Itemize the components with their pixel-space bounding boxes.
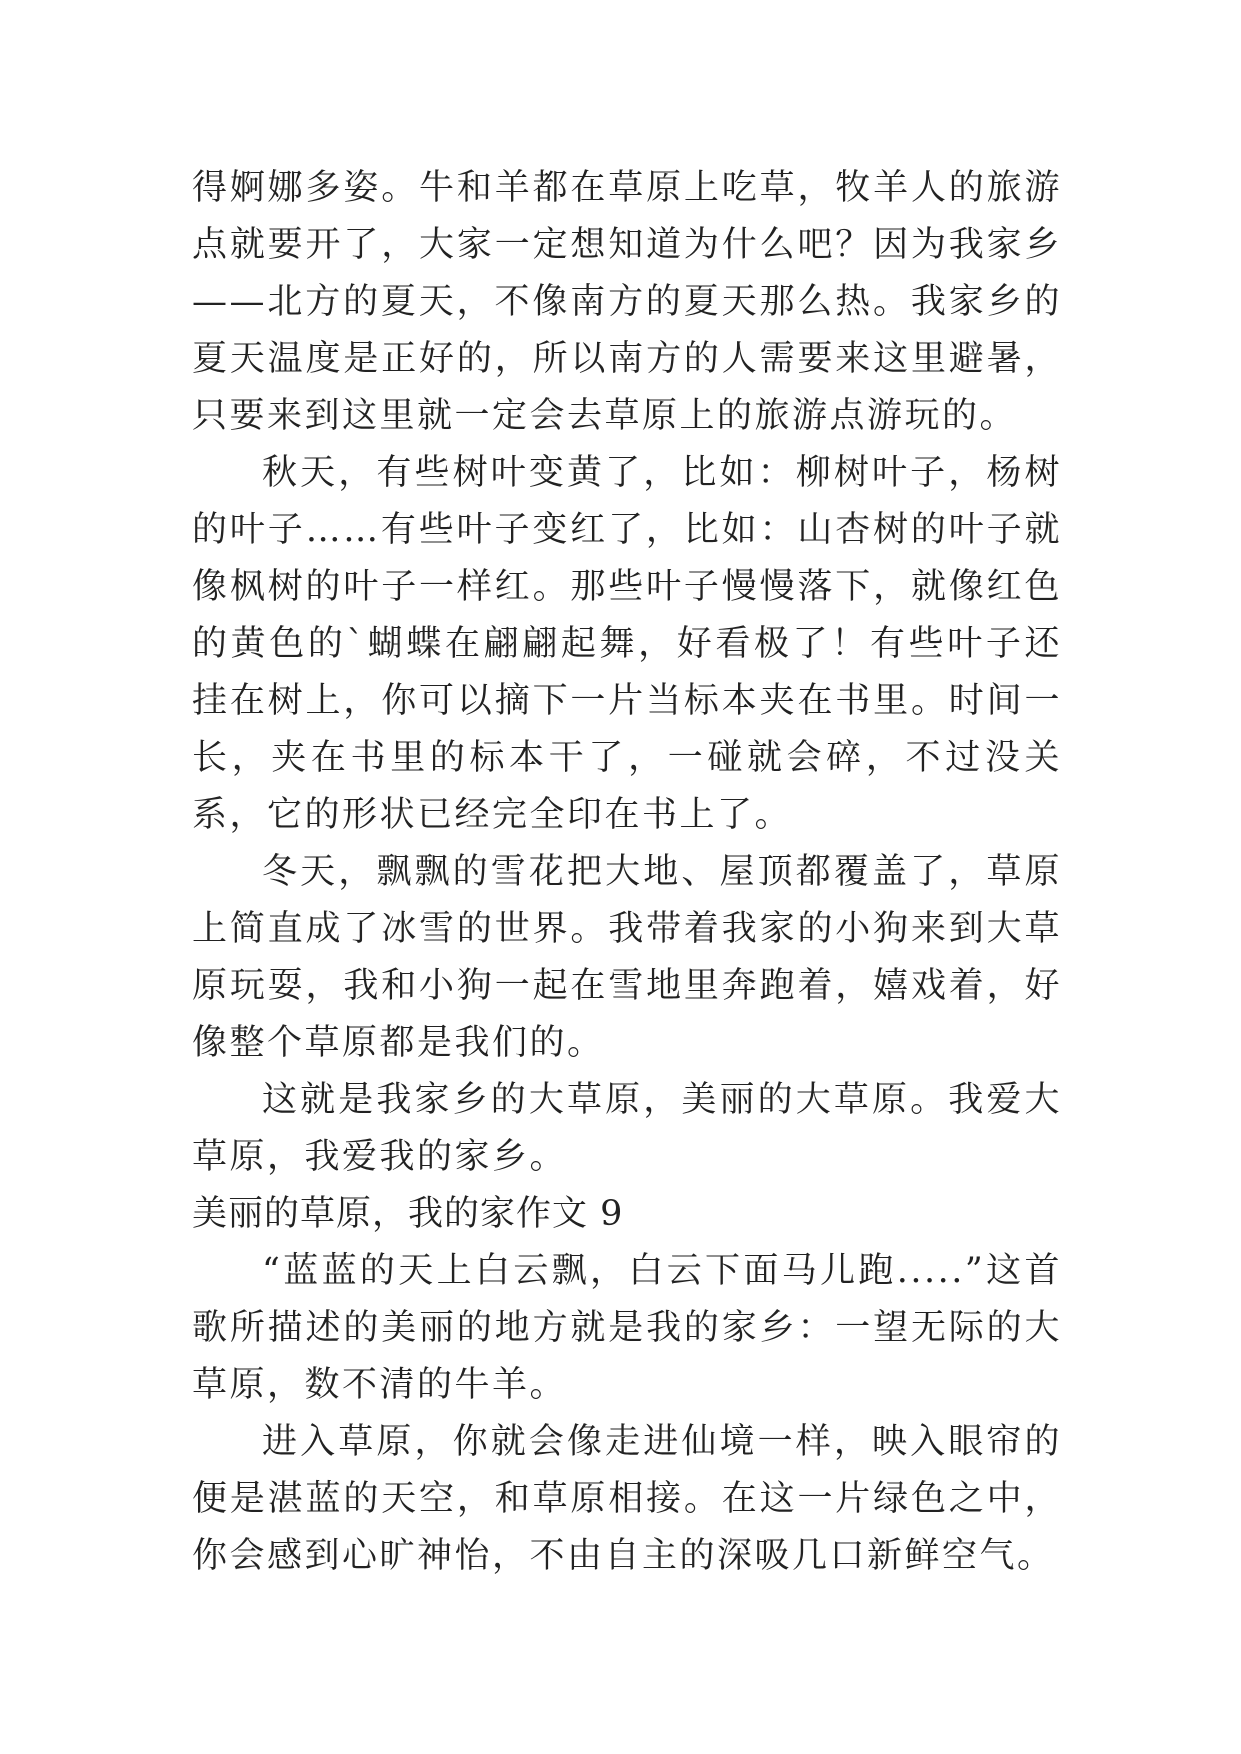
section-title: 美丽的草原，我的家作文 9 (192, 1194, 624, 1234)
paragraph-song-intro: “蓝蓝的天上白云飘，白云下面马儿跑.....”这首歌所描述的美丽的地方就是我的家乡：一望无际的大草原，数不清的牛羊。 (192, 1251, 1062, 1405)
paragraph-entering-grassland: 进入草原，你就会像走进仙境一样，映入眼帘的便是湛蓝的天空，和草原相接。在这一片绿色之中，你会感到心旷神怡，不由自主的深吸几口新鲜空气。 (192, 1422, 1062, 1576)
paragraph-conclusion: 这就是我家乡的大草原，美丽的大草原。我爱大草原，我爱我的家乡。 (192, 1080, 1062, 1177)
paragraph-autumn: 秋天，有些树叶变黄了，比如：柳树叶子，杨树的叶子……有些叶子变红了，比如：山杏树的叶子就像枫树的叶子一样红。那些叶子慢慢落下，就像红色的黄色的`蝴蝶在翩翩起舞，好看极了！有些叶子还挂在树上，你可以摘下一片当标本夹在书里。时间一长，夹在书里的标本干了，一碰就会碎，不过没关系，它的形状已经完全印在书上了。 (192, 453, 1062, 835)
document-body (192, 160, 1062, 1585)
paragraph-winter: 冬天，飘飘的雪花把大地、屋顶都覆盖了，草原上简直成了冰雪的世界。我带着我家的小狗来到大草原玩耍，我和小狗一起在雪地里奔跑着，嬉戏着，好像整个草原都是我们的。 (192, 852, 1062, 1063)
paragraph-summer: 得婀娜多姿。牛和羊都在草原上吃草，牧羊人的旅游点就要开了，大家一定想知道为什么吧？因为我家乡——北方的夏天，不像南方的夏天那么热。我家乡的夏天温度是正好的，所以南方的人需要来这里避暑，只要来到这里就一定会去草原上的旅游点游玩的。 (192, 168, 1062, 436)
